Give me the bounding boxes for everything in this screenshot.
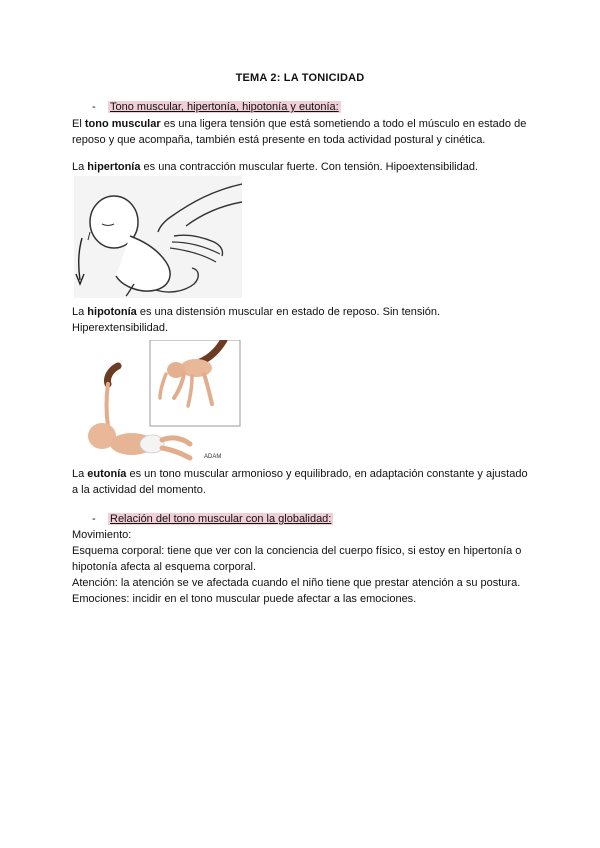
paragraph-tono-muscular [72, 116, 532, 148]
bullet-dash: - [92, 101, 96, 113]
bullet-dash: - [92, 513, 96, 525]
paragraph-hipertonia [72, 159, 532, 175]
hypotonia-illustration [78, 340, 242, 462]
line-esquema-corporal: Esquema corporal: tiene que ver con la conciencia del cuerpo físico, si estoy en hipertonía o hipotonía afecta al esquema corporal. [72, 545, 522, 573]
section-heading-tono [92, 101, 341, 113]
text-post: es una distensión muscular en estado de reposo. Sin tensión. Hiperextensibilidad. [72, 306, 441, 334]
text-pre: La [72, 468, 88, 480]
section-heading-text: Relación del tono muscular con la globalidad: [110, 513, 332, 525]
globalidad-list [72, 527, 542, 607]
line-atencion: Atención: la atención se ve afectada cuando el niño tiene que prestar atención a su postura. [72, 577, 521, 589]
adam-credit: ADAM [204, 454, 222, 460]
paragraph-hipotonia [72, 304, 532, 336]
text-post: es una contracción muscular fuerte. Con tensión. Hipoextensibilidad. [140, 161, 478, 173]
text-pre: La [72, 306, 88, 318]
document-title: TEMA 2: LA TONICIDAD [235, 72, 365, 84]
hypertonia-illustration [74, 176, 242, 298]
text-post: es una ligera tensión que está sometiendo a todo el músculo en estado de reposo y que acompaña, también está presente en toda actividad postural y cinética. [72, 118, 527, 146]
section-heading-text: Tono muscular, hipertonía, hipotonía y eutonía: [110, 101, 339, 113]
text-post: es un tono muscular armonioso y equilibrado, en adaptación constante y ajustado a la actividad del momento. [72, 468, 528, 496]
term-tono-muscular: tono muscular [84, 118, 161, 130]
line-movimiento: Movimiento: [72, 529, 132, 541]
term-hipertonia: hipertonía [87, 161, 141, 173]
line-emociones: Emociones: incidir en el tono muscular puede afectar a las emociones. [72, 593, 417, 605]
text-pre: El [72, 118, 85, 130]
section-heading-globalidad [92, 513, 333, 525]
term-eutonia: eutonía [87, 468, 127, 480]
text-pre: La [72, 161, 88, 173]
paragraph-eutonia [72, 466, 532, 498]
term-hipotonia: hipotonía [87, 306, 137, 318]
